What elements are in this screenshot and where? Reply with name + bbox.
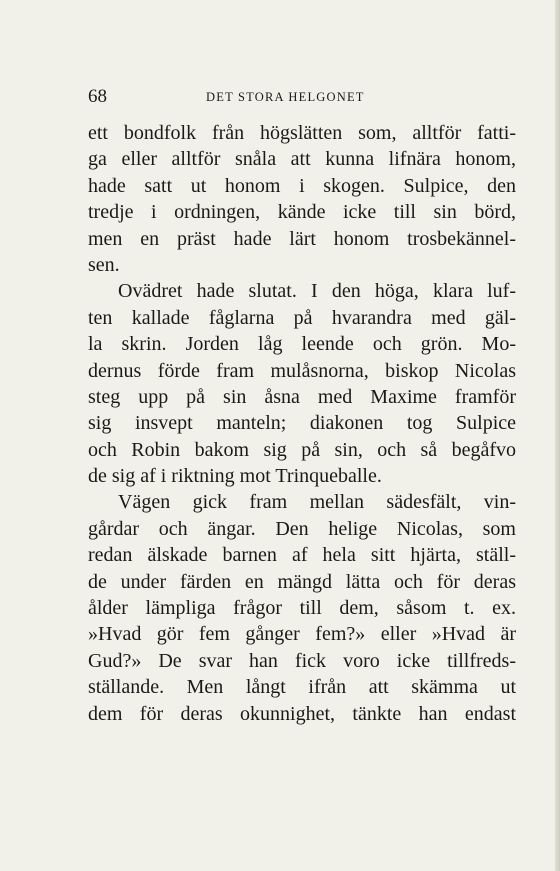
running-title: DET STORA HELGONET <box>206 90 365 104</box>
text-line: hade satt ut honom i skogen. Sulpice, den <box>88 174 516 197</box>
text-line: ett bondfolk från högslätten som, alltför fatti- <box>88 122 516 144</box>
text-line: Vägen gick fram mellan sädesfält, vin- <box>118 491 516 514</box>
page-edge <box>555 0 560 871</box>
text-line: redan älskade barnen af hela sitt hjärta, ställ- <box>88 544 516 567</box>
text-line: Ovädret hade slutat. I den höga, klara luf- <box>118 280 516 303</box>
text-line: sen. <box>88 253 120 276</box>
body-text <box>88 120 516 727</box>
page-number: 68 <box>88 86 107 107</box>
text-line: gårdar och ängar. Den helige Nicolas, som <box>88 517 516 540</box>
text-line: men en präst hade lärt honom trosbekännel- <box>88 227 516 250</box>
text-line: dernus förde fram mulåsnorna, biskop Nicolas <box>88 359 516 382</box>
text-line: »Hvad gör fem gånger fem?» eller »Hvad är <box>88 623 516 646</box>
text-line: dem för deras okunnighet, tänkte han endast <box>88 702 516 725</box>
text-line: de under färden en mängd lätta och för deras <box>88 570 516 593</box>
text-line: la skrin. Jorden låg leende och grön. Mo- <box>88 333 516 356</box>
text-line: ställande. Men långt ifrån att skämma ut <box>88 676 516 699</box>
text-line: de sig af i riktning mot Trinqueballe. <box>88 465 382 488</box>
text-line: Gud?» De svar han fick voro icke tillfreds- <box>88 649 516 672</box>
text-line: ten kallade fåglarna på hvarandra med gäl- <box>88 306 516 329</box>
text-line: och Robin bakom sig på sin, och så begåfvo <box>88 438 516 461</box>
text-line: tredje i ordningen, kände icke till sin börd, <box>88 201 516 224</box>
text-line: sig insvept manteln; diakonen tog Sulpice <box>88 412 516 435</box>
text-line: steg upp på sin åsna med Maxime framför <box>88 385 516 408</box>
text-line: ga eller alltför snåla att kunna lifnära honom, <box>88 148 516 171</box>
page-header <box>88 86 528 110</box>
text-line: ålder lämpliga frågor till dem, såsom t. ex. <box>88 597 516 620</box>
